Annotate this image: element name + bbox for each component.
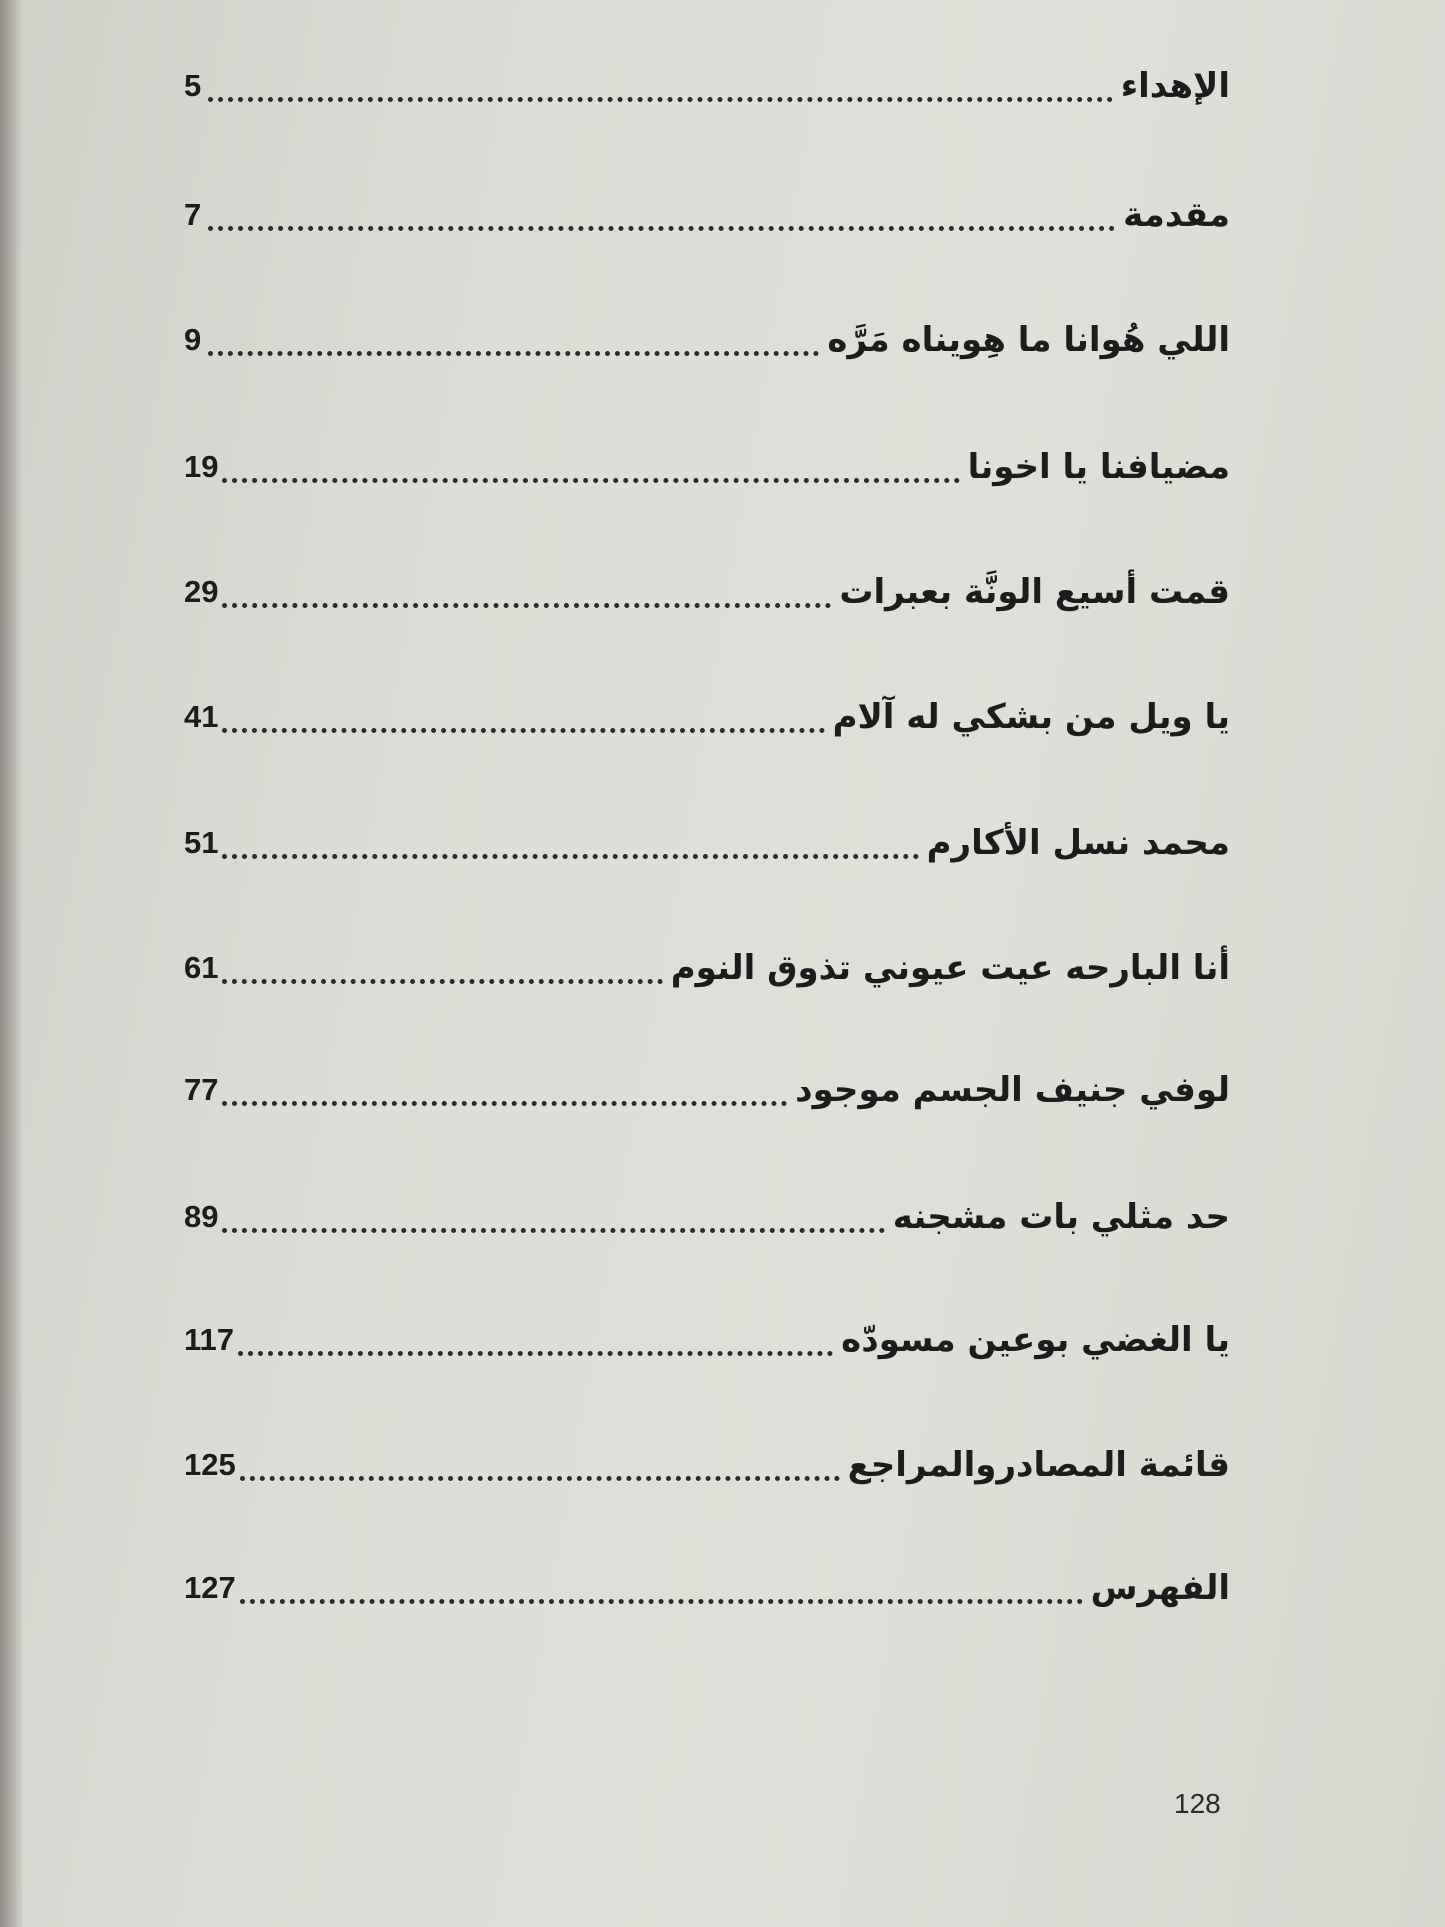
toc-page-number: 89 [184, 1199, 219, 1234]
toc-title: أنا البارحه عيت عيوني تذوق النوم [670, 948, 1230, 988]
toc-page-number: 127 [184, 1570, 236, 1605]
toc-entry [184, 185, 1230, 245]
toc-page-number: 61 [184, 950, 219, 985]
toc-title: يا ويل من بشكي له آلام [832, 697, 1230, 737]
toc-title: حد مثلي بات مشجنه [892, 1197, 1230, 1237]
toc-entry [184, 562, 1230, 622]
toc-page-number: 125 [184, 1447, 236, 1482]
dot-leader [208, 226, 1115, 231]
toc-title: قائمة المصادروالمراجع [847, 1445, 1230, 1485]
toc-entry [184, 437, 1230, 497]
toc-title: مضيافنا يا اخونا [967, 447, 1230, 487]
toc-page-number: 7 [184, 197, 202, 232]
toc-page-number: 19 [184, 449, 219, 484]
toc-entry [184, 1558, 1230, 1618]
page-number: 128 [1174, 1788, 1221, 1819]
dot-leader [222, 728, 824, 733]
dot-leader [238, 1351, 833, 1356]
toc-title: الفهرس [1090, 1568, 1230, 1608]
toc-title: قمت أسيع الونَّة بعبرات [839, 572, 1230, 612]
toc-entry [184, 1187, 1230, 1247]
toc-entry [184, 1060, 1230, 1120]
toc-entry [184, 1435, 1230, 1495]
toc-page-number: 41 [184, 699, 219, 734]
toc-title: يا الغضي بوعين مسودّه [841, 1320, 1230, 1360]
dot-leader [222, 603, 831, 608]
dot-leader [222, 478, 959, 483]
toc-title: الإهداء [1120, 66, 1230, 106]
dot-leader [222, 854, 918, 859]
toc-entry [184, 56, 1230, 116]
toc-title: اللي هُوانا ما هِويناه مَرَّه [827, 320, 1230, 360]
toc-title: لوفي جنيف الجسم موجود [795, 1070, 1230, 1110]
dot-leader [208, 351, 819, 356]
toc-title: محمد نسل الأكارم [926, 823, 1230, 863]
dot-leader [222, 979, 662, 984]
toc-entry [184, 813, 1230, 873]
toc-page-number: 9 [184, 322, 202, 357]
dot-leader [240, 1476, 840, 1481]
dot-leader [222, 1228, 884, 1233]
toc-entry [184, 938, 1230, 998]
page-edge [0, 0, 22, 1927]
dot-leader [240, 1599, 1083, 1604]
toc-page-number: 5 [184, 68, 202, 103]
toc-entry [184, 1310, 1230, 1370]
toc-page-number: 29 [184, 574, 219, 609]
toc-entry [184, 310, 1230, 370]
toc-entry [184, 687, 1230, 747]
dot-leader [222, 1101, 787, 1106]
dot-leader [208, 97, 1113, 102]
toc-page-number: 51 [184, 825, 219, 860]
toc-title: مقدمة [1123, 195, 1230, 235]
toc-page-number: 117 [184, 1322, 235, 1357]
toc-page-number: 77 [184, 1072, 219, 1107]
